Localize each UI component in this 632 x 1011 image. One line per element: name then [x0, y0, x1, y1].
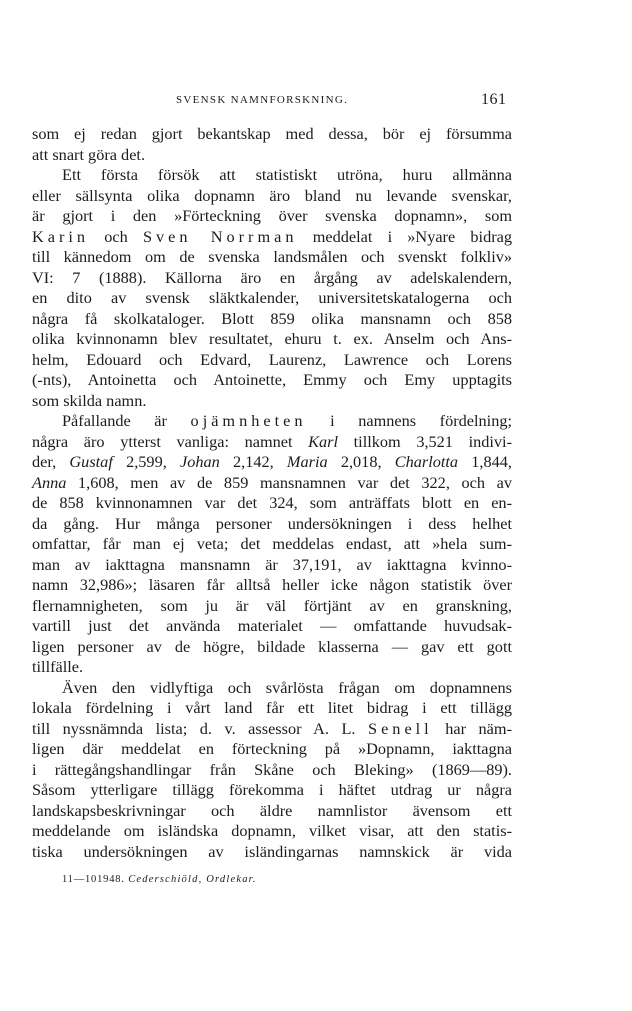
text-run: (-nts), Antoinetta och Antoinette, Emmy och Emy upptagits: [32, 370, 512, 389]
text-run: till nyssnämnda lista; d. v. assessor A. L.: [32, 718, 369, 738]
text-line: [32, 206, 512, 227]
text-run: flernamnigheten, som ju är väl förtjänt av en granskning,: [32, 595, 512, 615]
text-run: Även den vidlyftiga och svårlösta frågan om dopnamnens: [62, 677, 512, 697]
text-line: [32, 575, 512, 596]
text-run: tillfälle.: [32, 657, 84, 676]
text-run: eller sällsynta olika dopnamn äro bland nu levande svenskar,: [32, 185, 512, 205]
text-line: [32, 165, 512, 186]
text-line: [32, 473, 512, 494]
text-line: [32, 268, 512, 289]
italic-name: Karl: [308, 431, 339, 451]
text-run: VI: 7 (1888). Källorna äro en årgång av adelskalendern,: [32, 267, 512, 287]
spaced-emphasis: Sven Norrman: [142, 226, 298, 246]
text-line: [32, 186, 512, 207]
text-line: [32, 288, 512, 309]
spaced-emphasis: Karin: [32, 226, 90, 246]
text-run: meddelande om isländska dopnamn, vilket visar, att den statis-: [32, 821, 512, 840]
italic-name: Anna: [32, 472, 67, 492]
text-run: olika kvinnonamn blev resultatet, ehuru t. ex. Anselm och Ans-: [32, 329, 512, 348]
text-run: att snart göra det.: [32, 144, 146, 164]
text-run: Såsom ytterligare tillägg förekomma i häftet utdrag ur några: [32, 780, 512, 799]
footer-title: Cederschiöld, Ordlekar.: [128, 874, 257, 885]
text-line: [32, 493, 512, 514]
text-run: en dito av svensk släktkalender, universitetskatalogerna och: [32, 288, 512, 307]
italic-name: Johan: [179, 452, 220, 471]
text-line: [32, 514, 512, 535]
text-line: [32, 145, 512, 166]
text-line: [32, 657, 512, 678]
text-run: namn 32,986»; läsaren får alltså heller icke någon statistik över: [32, 575, 512, 594]
text-line: [32, 555, 512, 576]
text-line: [32, 124, 512, 145]
text-run: vartill just det använda materialet — omfattande huvudsak-: [32, 616, 512, 635]
text-run: till kännedom om de svenska landsmålen och svenskt folkliv»: [32, 247, 512, 266]
spaced-emphasis: Senell: [368, 718, 433, 738]
page-footer: [62, 874, 257, 885]
text-line: [32, 678, 512, 699]
text-line: [32, 616, 512, 637]
printer-signature: 11—101948.: [62, 874, 125, 885]
running-title: SVENSK NAMNFORSKNING.: [176, 94, 349, 106]
text-run: Påfallande är: [62, 411, 191, 430]
text-line: [32, 227, 512, 248]
text-run: meddelat i »Nyare bidrag: [297, 226, 512, 246]
text-run: 2,142,: [219, 452, 287, 471]
page-header: [0, 91, 632, 114]
text-run: tiska undersökningen av isländingarnas namnskick är vida: [32, 841, 512, 861]
text-run: några äro ytterst vanliga: namnet: [32, 431, 309, 451]
text-run: ligen där meddelat en förteckning på »Dopnamn, iakttagna: [32, 739, 512, 758]
text-line: [32, 698, 512, 719]
text-run: är gjort i den »Förteckning över svenska dopnamn», som: [32, 206, 512, 225]
text-line: [32, 842, 512, 863]
spaced-emphasis: ojämnheten: [190, 411, 307, 430]
text-line: [32, 596, 512, 617]
text-line: [32, 739, 512, 760]
text-line: [32, 637, 512, 658]
text-run: som ej redan gjort bekantskap med dessa, bör ej försumma: [32, 124, 512, 143]
text-line: [32, 370, 512, 391]
page-number: 161: [481, 91, 507, 108]
text-line: [32, 760, 512, 781]
text-run: har näm-: [432, 718, 512, 738]
text-line: [32, 719, 512, 740]
text-line: [32, 534, 512, 555]
text-run: Ett första försök att statistiskt utröna, huru allmänna: [62, 165, 512, 184]
text-line: [32, 329, 512, 350]
text-run: tillkom 3,521 indivi-: [338, 431, 512, 451]
text-run: helm, Edouard och Edvard, Laurenz, Lawrence och Lorens: [32, 349, 512, 369]
text-run: i namnens fördelning;: [306, 411, 513, 430]
text-line: [32, 411, 512, 432]
text-run: omfattar, får man ej veta; det meddelas endast, att »hela sum-: [32, 534, 512, 553]
text-line: [32, 452, 512, 473]
text-run: några få skolkataloger. Blott 859 olika mansnamn och 858: [32, 308, 512, 328]
text-line: [32, 432, 512, 453]
text-line: [32, 350, 512, 371]
text-run: som skilda namn.: [32, 390, 147, 410]
text-run: 1,608, men av de 859 mansnamnen var det 322, och av: [66, 472, 512, 492]
text-run: i rättegångshandlingar från Skåne och Bleking» (1869—89).: [32, 759, 512, 779]
italic-name: Maria: [286, 452, 328, 471]
italic-name: Charlotta: [394, 452, 459, 471]
text-run: da gång. Hur många personer undersökningen i dess helhet: [32, 513, 512, 533]
body-text: [32, 124, 512, 862]
text-run: 2,018,: [327, 452, 395, 471]
text-run: ligen personer av de högre, bildade klasserna — gav ett gott: [32, 636, 512, 656]
text-line: [32, 780, 512, 801]
text-line: [32, 391, 512, 412]
text-run: 1,844,: [458, 452, 512, 471]
text-line: [32, 801, 512, 822]
text-run: lokala fördelning i vårt land får ett litet bidrag i ett tillägg: [32, 698, 512, 717]
text-line: [32, 821, 512, 842]
text-line: [32, 309, 512, 330]
text-run: der,: [32, 452, 70, 471]
italic-name: Gustaf: [69, 452, 113, 471]
text-run: man av iakttagna mansnamn är 37,191, av iakttagna kvinno-: [32, 554, 512, 574]
text-line: [32, 247, 512, 268]
text-run: 2,599,: [112, 452, 180, 471]
text-run: och: [89, 226, 143, 246]
text-run: de 858 kvinnonamnen var det 324, som anträffats blott en en-: [32, 493, 512, 512]
text-run: landskapsbeskrivningar och äldre namnlistor ävensom ett: [32, 800, 512, 820]
